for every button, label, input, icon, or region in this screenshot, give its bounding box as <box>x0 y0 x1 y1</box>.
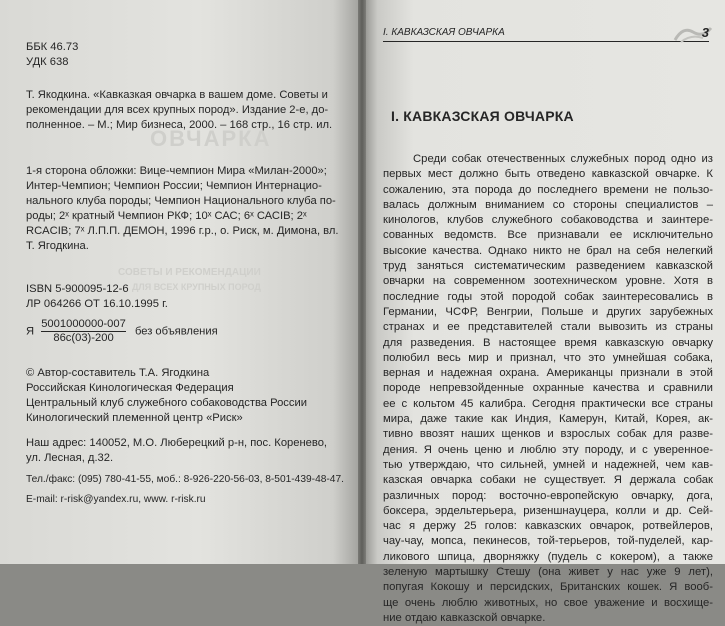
copyright-line: Центральный клуб служебного собаководства России <box>26 397 307 409</box>
index-prefix: Я <box>26 325 35 338</box>
cover-caption-line: нального клуба породы; Чемпион Национального клуба по- <box>26 195 336 207</box>
index-fraction <box>41 318 126 345</box>
cover-caption-line: роды; 2ˣ кратный Чемпион РКФ; 10ˣ САС; 6ˣ САСIВ; 2ˣ <box>26 210 307 222</box>
phone-fax: Тел./факс: (095) 780-41-55, моб.: 8-926-220-56-03, 8-501-439-48-47. <box>26 474 344 485</box>
body-line: зеленую мартышку Стешу (она живет у нас уже 9 лет), <box>383 566 713 579</box>
body-line: различных пород: восточно-европейскую овчарку, дога, <box>383 489 713 502</box>
copyright-line: © Автор-составитель Т.А. Ягодкина <box>26 367 210 379</box>
body-line: странах и ее представителей стали вывозить из страны <box>383 321 713 334</box>
book-spine-gutter <box>358 0 366 564</box>
left-page <box>0 0 362 564</box>
body-line: труд заняться систематическим разведением кавказской <box>383 260 713 273</box>
body-line: Германии, ЧСФР, Венгрии, Польше и других зарубежных <box>383 305 713 318</box>
license-number: ЛР 064266 ОТ 16.10.1995 г. <box>26 298 168 310</box>
body-line: тивно ввозят наших щенков и взрослых собак для разве- <box>383 428 713 441</box>
body-line: тью утверждаю, что сильней, умней и надежней, чем кав- <box>383 458 713 471</box>
email-web: E-mail: r-risk@yandex.ru, www. r-risk.ru <box>26 494 206 505</box>
body-line: полюбил весь мир и признал, что это умнейшая собака, <box>383 351 713 364</box>
body-line: час я держу 25 голов: кавказских овчарок, ротвейлеров, <box>383 520 713 533</box>
index-suffix: без объявления <box>134 325 218 338</box>
address-line: Наш адрес: 140052, М.О. Люберецкий р-н, пос. Коренево, <box>26 437 328 449</box>
cover-caption-line: RCACIB; 7ˣ Л.П.П. ДЕМОН, 1996 г.р., о. Риск, м. Димона, вл. <box>26 225 339 237</box>
body-line: мира, даже такие как Индия, Камерун, Китай, Корея, ак- <box>383 413 713 426</box>
cover-caption-line: 1-я сторона обложки: Вице-чемпион Мира «Милан-2000»; <box>26 165 327 177</box>
body-line: сожалению, эта порода до последнего времени не пользо- <box>383 183 713 196</box>
chapter-title: I. КАВКАЗСКАЯ ОВЧАРКА <box>391 108 574 124</box>
citation-line: рекомендации для всех крупных пород». Издание 2-е, до- <box>26 104 329 116</box>
running-head: I. КАВКАЗСКАЯ ОВЧАРКА <box>383 27 505 38</box>
cover-caption-line: Интер-Чемпион; Чемпион России; Чемпион Интернацио- <box>26 180 322 192</box>
body-line: высокие качества. Однако никто не брал на себя нелегкий <box>383 244 713 257</box>
body-line: ее с кольтом 45 калибра. Сегодня практически все страны <box>383 397 713 410</box>
index-numerator: 5001000000-007 <box>41 318 126 330</box>
body-line: сованных ведомств. Все признавали ее исключительно <box>383 229 713 242</box>
page-number: 3 <box>701 25 709 40</box>
body-line: ликового шпица, дворняжку (пудель с кокером), а также <box>383 550 713 563</box>
copyright-line: Российская Кинологическая Федерация <box>26 382 234 394</box>
body-line: последние годы этой породой собак заинтересовались в <box>383 290 713 303</box>
body-line: первых мест должно быть отведено кавказской овчарке. К <box>383 168 713 181</box>
show-through-subtitle: СОВЕТЫ И РЕКОМЕНДАЦИИ <box>118 267 261 278</box>
body-line: казская овчарка собаки не существует. Я держала собак <box>383 474 713 487</box>
citation-line: полненное. – М.; Мир бизнеса, 2000. – 168 стр., 16 стр. ил. <box>26 119 333 131</box>
isbn: ISBN 5-900095-12-6 <box>26 283 129 295</box>
body-line: овчарки на современном зоотехническом уровне. Хотя в <box>383 275 713 288</box>
body-line: ние отдаю кавказской овчарке. <box>383 611 546 624</box>
index-denominator: 86с(03)-200 <box>53 332 114 344</box>
citation-line: Т. Якодкина. «Кавказкая овчарка в вашем доме. Советы и <box>26 89 328 101</box>
cover-caption-line: Т. Ягодкина. <box>26 240 89 252</box>
show-through-title: ОВЧАРКА <box>150 126 272 151</box>
body-line: ще очень люблю животных, но свое уважение и восхище- <box>383 596 713 609</box>
address-line: ул. Лесная, д.32. <box>26 452 114 464</box>
body-line: Среди собак отечественных служебных пород одно из <box>413 153 713 165</box>
udk-code: УДК 638 <box>26 56 69 68</box>
right-page <box>363 0 725 624</box>
body-line: для разведения. В настоящее время кавказскую овчарку <box>383 336 713 349</box>
body-line: кинологов, клубов служебного собаководства и заинтере- <box>383 214 713 227</box>
body-paragraph <box>383 152 713 626</box>
body-line: боксера, эрдельтерьера, ризеншнауцера, колли и др. Сей- <box>383 504 713 517</box>
index-code <box>26 318 218 345</box>
bbk-code: ББК 46.73 <box>26 41 79 53</box>
running-head-rule <box>383 41 709 42</box>
body-line: породе непревзойденные охранные качества и сравнили <box>383 382 713 395</box>
copyright-line: Кинологический племенной центр «Риск» <box>26 412 243 424</box>
show-through-subtitle-2: ДЛЯ ВСЕХ КРУПНЫХ ПОРОД <box>132 282 261 292</box>
body-line: дения. Я очень ценю и люблю эту породу, и с уверенное- <box>383 443 713 456</box>
body-line: верная и надежная охрана. Американцы признали в этой <box>383 367 713 380</box>
body-line: чау-чау, мопса, пекинесов, той-терьеров, той-пуделей, кар- <box>383 535 713 548</box>
body-line: валась должным вниманием со стороны специалистов – <box>383 198 713 211</box>
body-line: попугая Кокошу и персидских, Британских кошек. Я вооб- <box>383 581 713 594</box>
